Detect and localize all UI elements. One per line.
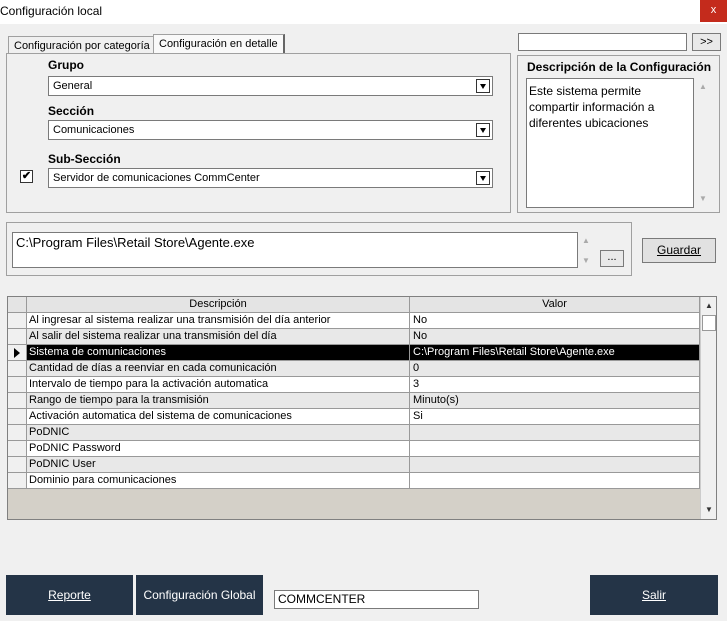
scroll-up-icon[interactable]: ▲: [705, 301, 713, 310]
row-pointer-icon: [14, 348, 20, 358]
row-indicator[interactable]: [8, 377, 27, 393]
description-title: Descripción de la Configuración: [527, 60, 712, 74]
seccion-value: Comunicaciones: [53, 124, 135, 136]
row-indicator[interactable]: [8, 345, 27, 361]
reporte-button[interactable]: [6, 575, 133, 615]
configuracion-global-button[interactable]: Configuración Global: [136, 575, 263, 615]
row-indicator[interactable]: [8, 393, 27, 409]
header-descripcion[interactable]: Descripción: [27, 297, 410, 313]
table-row[interactable]: [8, 409, 700, 425]
table-row[interactable]: [8, 425, 700, 441]
row-indicator[interactable]: [8, 409, 27, 425]
description-text: Este sistema permite compartir información a diferentes ubicaciones: [526, 78, 694, 208]
salir-button[interactable]: [590, 575, 718, 615]
table-row[interactable]: [8, 441, 700, 457]
subseccion-value: Servidor de comunicaciones CommCenter: [53, 172, 260, 184]
salir-label: Salir: [641, 588, 666, 602]
reporte-label: Reporte: [48, 588, 91, 602]
cell-descripcion[interactable]: PoDNIC Password: [27, 441, 410, 457]
row-indicator[interactable]: [8, 425, 27, 441]
save-button-label: Guardar: [656, 243, 702, 257]
header-valor[interactable]: Valor: [410, 297, 700, 313]
tab-configuracion-en-detalle[interactable]: Configuración en detalle: [153, 34, 285, 54]
cell-descripcion[interactable]: Activación automatica del sistema de comunicaciones: [27, 409, 410, 425]
cell-descripcion[interactable]: Al ingresar al sistema realizar una transmisión del día anterior: [27, 313, 410, 329]
cell-valor[interactable]: 3: [410, 377, 700, 393]
subseccion-label: Sub-Sección: [48, 152, 121, 166]
table-row[interactable]: [8, 345, 700, 361]
row-indicator[interactable]: [8, 441, 27, 457]
seccion-label: Sección: [48, 104, 95, 118]
chevron-down-icon[interactable]: [476, 171, 490, 185]
cell-valor[interactable]: 0: [410, 361, 700, 377]
cell-descripcion[interactable]: Intervalo de tiempo para la activación automatica: [27, 377, 410, 393]
cell-descripcion[interactable]: Dominio para comunicaciones: [27, 473, 410, 489]
table-row[interactable]: [8, 329, 700, 345]
cell-valor[interactable]: [410, 473, 700, 489]
table-row[interactable]: [8, 361, 700, 377]
table-row[interactable]: [8, 457, 700, 473]
cell-valor[interactable]: No: [410, 329, 700, 345]
search-input[interactable]: [518, 33, 687, 51]
cell-valor[interactable]: [410, 457, 700, 473]
cell-descripcion[interactable]: Cantidad de días a reenviar en cada comunicación: [27, 361, 410, 377]
title-bar: [0, 0, 727, 24]
subseccion-select[interactable]: [48, 168, 493, 188]
save-button[interactable]: [642, 238, 716, 263]
description-scrollbar[interactable]: [694, 78, 714, 208]
table-row[interactable]: [8, 377, 700, 393]
scroll-down-icon[interactable]: ▼: [699, 194, 707, 203]
row-indicator[interactable]: [8, 329, 27, 345]
config-grid: [7, 296, 717, 520]
cell-valor[interactable]: Si: [410, 409, 700, 425]
chevron-down-icon[interactable]: [476, 123, 490, 137]
row-indicator[interactable]: [8, 361, 27, 377]
cell-descripcion[interactable]: Al salir del sistema realizar una transmisión del día: [27, 329, 410, 345]
grupo-value: General: [53, 80, 93, 92]
table-row[interactable]: [8, 473, 700, 489]
code-input[interactable]: COMMCENTER: [274, 590, 479, 609]
search-go-button[interactable]: >>: [692, 33, 721, 51]
grid-scrollbar[interactable]: [700, 297, 717, 519]
scroll-up-icon[interactable]: ▲: [699, 82, 707, 91]
row-indicator[interactable]: [8, 473, 27, 489]
window-title: Configuración local: [0, 4, 103, 18]
chevron-down-icon[interactable]: [476, 79, 490, 93]
scroll-down-icon[interactable]: ▼: [705, 505, 713, 514]
table-row[interactable]: [8, 313, 700, 329]
row-indicator[interactable]: [8, 457, 27, 473]
browse-button[interactable]: ...: [600, 250, 624, 267]
close-button[interactable]: x: [700, 0, 727, 22]
grupo-select[interactable]: [48, 76, 493, 96]
grupo-label: Grupo: [48, 58, 84, 72]
scroll-up-icon[interactable]: ▲: [582, 236, 590, 245]
cell-valor[interactable]: [410, 441, 700, 457]
cell-descripcion[interactable]: Rango de tiempo para la transmisión: [27, 393, 410, 409]
cell-valor[interactable]: Minuto(s): [410, 393, 700, 409]
tab-configuracion-por-categoria[interactable]: Configuración por categoría: [8, 36, 154, 54]
scroll-down-icon[interactable]: ▼: [582, 256, 590, 265]
seccion-select[interactable]: [48, 120, 493, 140]
row-indicator[interactable]: [8, 313, 27, 329]
cell-valor[interactable]: [410, 425, 700, 441]
scroll-thumb[interactable]: [702, 315, 716, 331]
path-input[interactable]: C:\Program Files\Retail Store\Agente.exe: [12, 232, 578, 268]
cell-descripcion[interactable]: PoDNIC User: [27, 457, 410, 473]
grid-corner: [8, 297, 27, 313]
cell-descripcion[interactable]: Sistema de comunicaciones: [27, 345, 410, 361]
path-scrollbar[interactable]: [578, 232, 594, 268]
subseccion-checkbox[interactable]: ✔: [21, 170, 32, 182]
cell-valor[interactable]: No: [410, 313, 700, 329]
table-row[interactable]: [8, 393, 700, 409]
cell-descripcion[interactable]: PoDNIC: [27, 425, 410, 441]
cell-valor[interactable]: C:\Program Files\Retail Store\Agente.exe: [410, 345, 700, 361]
